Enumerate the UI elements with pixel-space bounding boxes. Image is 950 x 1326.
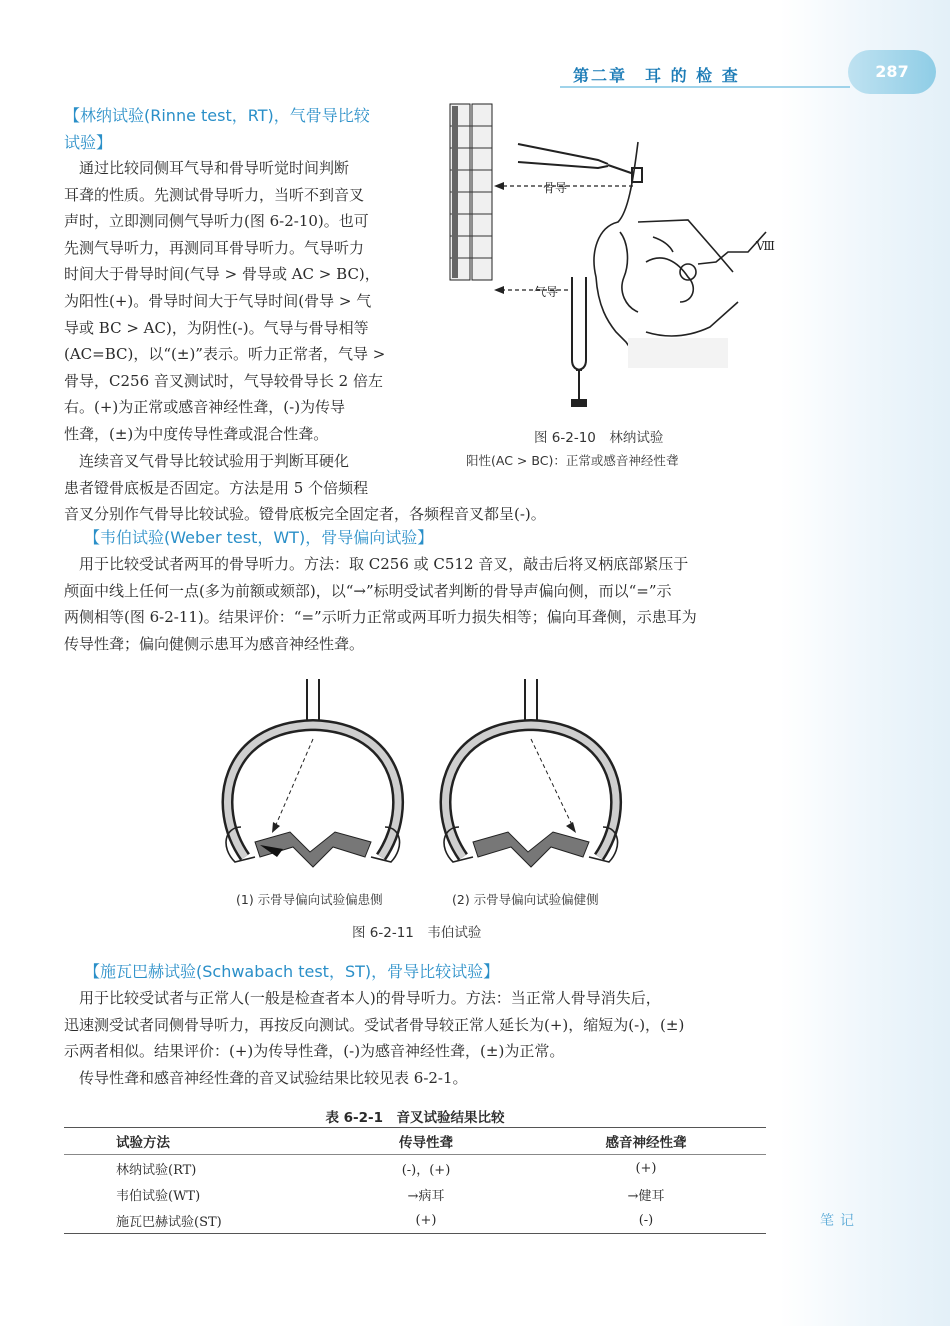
fig11-caption: 图 6-2-11 韦伯试验 (352, 925, 482, 941)
fig10-subcaption: 阳性(AC > BC)：正常或感音神经性聋 (466, 453, 679, 468)
chapter-title: 第二章 耳 的 检 查 (573, 66, 740, 85)
fig11-sub-left: (1) 示骨导偏向试验偏患侧 (236, 892, 383, 907)
weber-line: 两侧相等(图 6-2-11)。结果评价：“=”示听力正常或两耳听力损失相等；偏向耳聋侧，示患耳为 (64, 608, 697, 627)
table-row (64, 1155, 766, 1182)
table-row (64, 1207, 766, 1234)
weber-line: 传导性聋；偏向健侧示患耳为感音神经性聋。 (64, 634, 365, 653)
tuning-fork-air (572, 277, 586, 406)
rinne-figure (448, 102, 778, 422)
weber-figure (215, 677, 635, 887)
table-header: 传导性聋 (326, 1128, 526, 1155)
rinne-line: 为阳性(+)。骨导时间大于气导时间(骨导 > 气 (64, 291, 372, 310)
weber-title: 【韦伯试验(Weber test，WT)，骨导偏向试验】 (84, 528, 434, 547)
rinne-line: 导或 BC > AC)，为阴性(-)。气导与骨导相等 (64, 318, 369, 337)
rinne-line: 先测气导听力，再测同耳骨导听力。气导听力 (64, 238, 365, 257)
conduction-arrows (500, 186, 633, 290)
schwabach-title: 【施瓦巴赫试验(Schwabach test，ST)，骨导比较试验】 (84, 962, 500, 981)
rinne-line: 时间大于骨导时间(气导 > 骨导或 AC > BC)， (64, 265, 380, 284)
nerve-label: Ⅷ (756, 239, 775, 253)
weber-line: 颅面中线上任何一点(多为前额或颏部)，以“→”标明受试者判断的骨导声偏向侧，而以“=”示 (64, 581, 672, 600)
notes-label: 笔记 (820, 1213, 860, 1229)
rinne-title-line2: 试验】 (64, 133, 113, 152)
rinne-line: (AC=BC)，以“(±)”表示。听力正常者，气导 > (64, 345, 386, 364)
schwabach-line: 传导性聋和感音神经性聋的音叉试验结果比较见表 6-2-1。 (64, 1068, 468, 1087)
weber-paragraph (64, 551, 774, 657)
rinne-line: 骨导，C256 音叉测试时，气导较骨导长 2 倍左 (64, 371, 383, 390)
table-cell: →健耳 (627, 1188, 665, 1204)
table-header-row (64, 1128, 766, 1155)
page-number: 287 (848, 50, 936, 94)
rinne-line: 耳聋的性质。先测试骨导听力，当听不到音叉 (64, 185, 365, 204)
table-cell: (-) (526, 1207, 766, 1234)
rinne-line: 音叉分别作气骨导比较试验。镫骨底板完全固定者，各频程音叉都呈(-)。 (64, 505, 546, 523)
table-cell: 韦伯试验(WT) (116, 1188, 201, 1204)
table-title: 表 6-2-1 音叉试验结果比较 (325, 1110, 505, 1126)
table-row (64, 1181, 766, 1207)
air-label: 气导 (534, 285, 559, 299)
page-header (0, 56, 950, 96)
table-cell: 林纳试验(RT) (116, 1162, 197, 1178)
rinne-line: 声时，立即测同侧气导听力(图 6-2-10)。也可 (64, 212, 369, 231)
table-cell: →病耳 (407, 1188, 445, 1204)
rinne-line: 连续音叉气骨导比较试验用于判断耳硬化 (64, 452, 350, 470)
tuning-fork-bone (518, 144, 642, 182)
margin-band (780, 0, 950, 1326)
table-header: 感音神经性聋 (526, 1128, 766, 1155)
rinne-paragraph-2b (64, 501, 784, 528)
rinne-line: 性聋，(±)为中度传导性聋或混合性聋。 (64, 424, 329, 443)
schwabach-line: 迅速测受试者同侧骨导听力，再按反向测试。受试者骨导较正常人延长为(+)，缩短为(-)，(±) (64, 1015, 685, 1034)
comparison-table (64, 1127, 766, 1234)
weber-line: 用于比较受试者两耳的骨导听力。方法：取 C256 或 C512 音叉，敲击后将叉柄底部紧压于 (64, 555, 689, 573)
arrow-head-bone (494, 182, 504, 190)
schwabach-line: 示两者相似。结果评价：(+)为传导性聋，(-)为感音神经性聋，(±)为正常。 (64, 1042, 565, 1061)
rinne-line: 通过比较同侧耳气导和骨导听觉时间判断 (64, 159, 350, 177)
rinne-line: 患者镫骨底板是否固定。方法是用 5 个倍频程 (64, 478, 369, 497)
rinne-title-line1: 【林纳试验(Rinne test，RT)，气骨导比较 (64, 106, 370, 125)
rinne-line: 右。(+)为正常或感音神经性聋，(-)为传导 (64, 398, 346, 417)
rinne-paragraph-2a (64, 448, 436, 501)
table-cell: (+) (635, 1160, 657, 1176)
ear-anatomy (594, 142, 766, 368)
skull-right (444, 679, 618, 867)
fig10-caption: 图 6-2-10 林纳试验 (534, 430, 664, 446)
table-cell: (+) (326, 1207, 526, 1234)
arrow-head-air (494, 286, 504, 294)
schwabach-line: 用于比较受试者与正常人(一般是检查者本人)的骨导听力。方法：当正常人骨导消失后， (64, 989, 661, 1007)
table-header: 试验方法 (64, 1128, 326, 1155)
table-cell: (-)，(+) (401, 1162, 451, 1178)
fig11-sub-right: (2) 示骨导偏向试验偏健侧 (452, 892, 599, 907)
table-cell: 施瓦巴赫试验(ST) (64, 1207, 326, 1234)
header-rule (560, 86, 850, 88)
ruler-blocks (450, 104, 492, 280)
bone-label: 骨导 (543, 181, 568, 195)
schwabach-paragraph (64, 985, 774, 1091)
skull-left (226, 679, 400, 867)
rinne-paragraph-1 (64, 155, 436, 448)
